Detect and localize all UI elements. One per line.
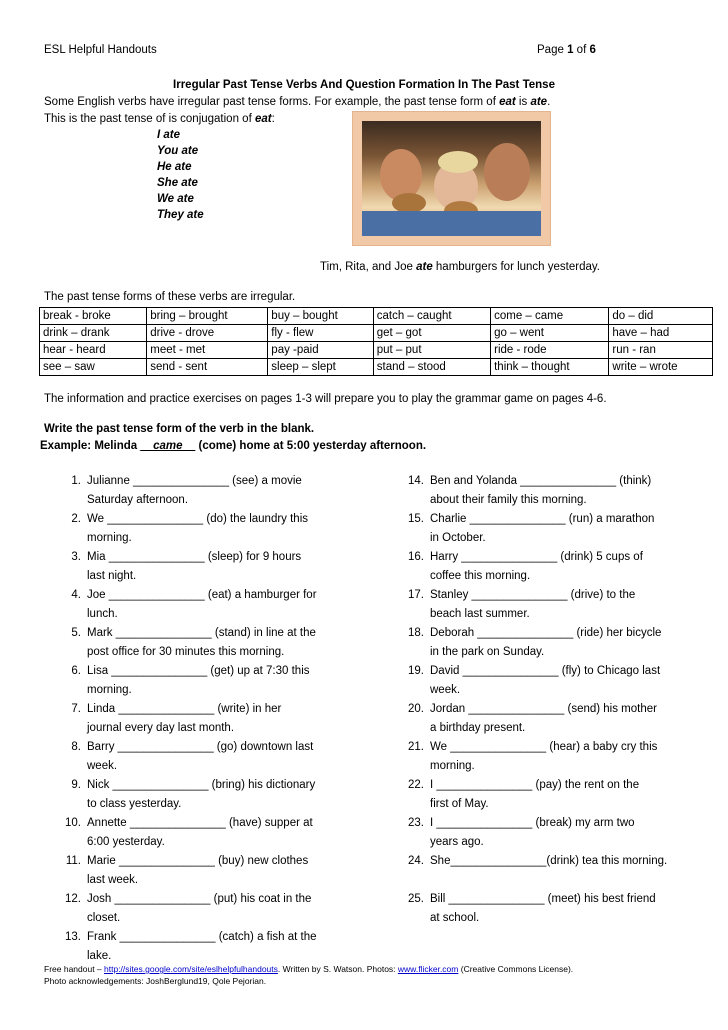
caption-verb: ate bbox=[416, 261, 433, 273]
exercise-item bbox=[57, 510, 317, 548]
exercise-text: Joe _______________ (eat) a hamburger for bbox=[87, 589, 317, 601]
exercise-text: Lisa _______________ (get) up at 7:30 this bbox=[87, 665, 310, 677]
exercise-text-continued: at school. bbox=[430, 912, 480, 924]
exercise-text: Barry _______________ (go) downtown last bbox=[87, 741, 314, 753]
exercise-item bbox=[400, 700, 667, 738]
exercise-number: 15. bbox=[408, 513, 424, 525]
exercise-number: 8. bbox=[71, 741, 81, 753]
footer-line-1 bbox=[44, 964, 573, 974]
intro-text: . bbox=[547, 96, 551, 108]
verb-table-cell: do – did bbox=[609, 308, 713, 325]
exercise-number: 17. bbox=[408, 589, 424, 601]
table-intro: The past tense forms of these verbs are irregular. bbox=[44, 291, 296, 303]
exercise-text-continued: morning. bbox=[87, 532, 132, 544]
exercise-text-continued: in October. bbox=[430, 532, 486, 544]
exercise-text: Stanley _______________ (drive) to the bbox=[430, 589, 636, 601]
exercise-text-continued: last week. bbox=[87, 874, 139, 886]
exercise-number: 9. bbox=[71, 779, 81, 791]
exercise-text: Mark _______________ (stand) in line at the bbox=[87, 627, 316, 639]
exercise-item bbox=[57, 624, 317, 662]
exercise-number: 18. bbox=[408, 627, 424, 639]
exercise-item bbox=[400, 814, 667, 852]
verb-table-cell: drink – drank bbox=[40, 325, 147, 342]
exercise-item bbox=[400, 738, 667, 776]
photo-caption bbox=[320, 261, 600, 273]
exercise-item bbox=[400, 662, 667, 700]
verb-table-row bbox=[40, 308, 713, 325]
exercise-text: I _______________ (break) my arm two bbox=[430, 817, 635, 829]
exercise-item bbox=[400, 890, 667, 928]
exercise-item bbox=[400, 510, 667, 548]
exercise-column-left bbox=[57, 472, 317, 966]
verb-table-cell: see – saw bbox=[40, 359, 147, 376]
verb-table-cell: meet - met bbox=[147, 342, 268, 359]
exercise-text-continued: first of May. bbox=[430, 798, 489, 810]
exercise-text: Linda _______________ (write) in her bbox=[87, 703, 282, 715]
exercise-number: 13. bbox=[65, 931, 81, 943]
intro-verb: eat bbox=[254, 113, 272, 125]
verb-table-cell: break - broke bbox=[40, 308, 147, 325]
exercise-text-continued: week. bbox=[430, 684, 461, 696]
footer-text: Free handout – bbox=[44, 964, 105, 974]
photo-frame bbox=[352, 111, 551, 246]
verb-table-cell: catch – caught bbox=[373, 308, 490, 325]
exercise-text-continued bbox=[430, 871, 433, 890]
intro-past-verb: ate bbox=[530, 96, 548, 108]
exercise-text: Deborah _______________ (ride) her bicycle bbox=[430, 627, 662, 639]
exercise-text-continued: in the park on Sunday. bbox=[430, 646, 545, 658]
exercise-column-right bbox=[400, 472, 667, 928]
conjugation-item: We ate bbox=[157, 193, 194, 205]
exercise-text-continued: morning. bbox=[87, 684, 132, 696]
footer-text: . Written by S. Watson. Photos: bbox=[277, 964, 398, 974]
exercise-text: Annette _______________ (have) supper at bbox=[87, 817, 313, 829]
exercise-number: 2. bbox=[71, 513, 81, 525]
exercise-text: Mia _______________ (sleep) for 9 hours bbox=[87, 551, 302, 563]
exercise-item bbox=[57, 662, 317, 700]
exercise-item bbox=[400, 586, 667, 624]
page-prefix: Page bbox=[537, 44, 564, 56]
exercise-item bbox=[400, 548, 667, 586]
conjugation-item: He ate bbox=[157, 161, 192, 173]
exercise-text-continued: beach last summer. bbox=[430, 608, 530, 620]
exercise-number: 20. bbox=[408, 703, 424, 715]
exercise-text-continued: a birthday present. bbox=[430, 722, 526, 734]
verb-table-cell: pay -paid bbox=[268, 342, 373, 359]
example-answer: __came__ bbox=[140, 440, 196, 452]
exercise-item bbox=[57, 890, 317, 928]
exercise-number: 23. bbox=[408, 817, 424, 829]
exercise-text-continued: years ago. bbox=[430, 836, 484, 848]
verb-table-cell: come – came bbox=[491, 308, 609, 325]
exercise-number: 4. bbox=[71, 589, 81, 601]
exercise-item bbox=[57, 776, 317, 814]
example-text: (come) home at 5:00 yesterday afternoon. bbox=[195, 440, 427, 452]
exercise-number: 12. bbox=[65, 893, 81, 905]
exercise-text-continued: lake. bbox=[87, 950, 112, 962]
exercise-text-continued: post office for 30 minutes this morning. bbox=[87, 646, 285, 658]
verb-table-row bbox=[40, 342, 713, 359]
verb-table-cell: get – got bbox=[373, 325, 490, 342]
exercise-number: 6. bbox=[71, 665, 81, 677]
exercise-item bbox=[57, 814, 317, 852]
exercise-text: Josh _______________ (put) his coat in the bbox=[87, 893, 312, 905]
irregular-verb-table bbox=[39, 307, 713, 376]
caption-text: Tim, Rita, and Joe bbox=[320, 261, 417, 273]
verb-table-cell: have – had bbox=[609, 325, 713, 342]
exercise-text-continued: Saturday afternoon. bbox=[87, 494, 189, 506]
intro-line-2 bbox=[44, 113, 275, 125]
exercise-text-continued: lunch. bbox=[87, 608, 118, 620]
exercise-number: 5. bbox=[71, 627, 81, 639]
exercise-item bbox=[57, 700, 317, 738]
exercise-number: 3. bbox=[71, 551, 81, 563]
exercise-text-continued: to class yesterday. bbox=[87, 798, 182, 810]
caption-text: hamburgers for lunch yesterday. bbox=[432, 261, 600, 273]
exercise-item bbox=[400, 624, 667, 662]
page-total: 6 bbox=[589, 44, 596, 56]
exercise-number: 25. bbox=[408, 893, 424, 905]
verb-table-cell: write – wrote bbox=[609, 359, 713, 376]
exercise-number: 7. bbox=[71, 703, 81, 715]
exercise-item bbox=[57, 548, 317, 586]
verb-table-cell: stand – stood bbox=[373, 359, 490, 376]
exercise-number: 21. bbox=[408, 741, 424, 753]
verb-table-cell: fly - flew bbox=[268, 325, 373, 342]
header-page-indicator bbox=[537, 44, 596, 56]
exercise-text: We _______________ (do) the laundry this bbox=[87, 513, 309, 525]
exercise-item bbox=[400, 852, 667, 890]
verb-table-cell: ride - rode bbox=[491, 342, 609, 359]
exercise-number: 10. bbox=[65, 817, 81, 829]
conjugation-item: I ate bbox=[157, 129, 181, 141]
intro-text: Some English verbs have irregular past tense forms. For example, the past tense form of bbox=[44, 96, 500, 108]
exercise-text-continued: journal every day last month. bbox=[87, 722, 235, 734]
verb-table-row bbox=[40, 359, 713, 376]
footer-photo-link[interactable]: www.flicker.com bbox=[397, 964, 459, 974]
exercise-text: Harry _______________ (drink) 5 cups of bbox=[430, 551, 643, 563]
verb-table-row bbox=[40, 325, 713, 342]
page-of: of bbox=[576, 44, 587, 56]
intro-text: : bbox=[271, 113, 275, 125]
verb-table-cell: sleep – slept bbox=[268, 359, 373, 376]
exercise-text: Frank _______________ (catch) a fish at the bbox=[87, 931, 317, 943]
example-text: Example: Melinda bbox=[40, 440, 141, 452]
exercise-text-continued: week. bbox=[87, 760, 118, 772]
instructions: Write the past tense form of the verb in the blank. bbox=[44, 423, 315, 435]
verb-table-cell: send - sent bbox=[147, 359, 268, 376]
exercise-text: Ben and Yolanda _______________ (think) bbox=[430, 475, 652, 487]
intro-text: is bbox=[515, 96, 531, 108]
verb-table-cell: bring – brought bbox=[147, 308, 268, 325]
exercise-item bbox=[57, 472, 317, 510]
verb-table-cell: go – went bbox=[491, 325, 609, 342]
exercise-text: David _______________ (fly) to Chicago last bbox=[430, 665, 661, 677]
exercise-number: 19. bbox=[408, 665, 424, 677]
intro-text: This is the past tense of is conjugation of bbox=[44, 113, 255, 125]
exercise-text: Charlie _______________ (run) a marathon bbox=[430, 513, 655, 525]
header-site-name: ESL Helpful Handouts bbox=[44, 44, 157, 56]
exercise-text-continued: morning. bbox=[430, 760, 475, 772]
footer-site-link[interactable]: http://sites.google.com/site/eslhelpfulhandouts bbox=[104, 964, 278, 974]
verb-table-cell: think – thought bbox=[491, 359, 609, 376]
exercise-number: 16. bbox=[408, 551, 424, 563]
page-title: Irregular Past Tense Verbs And Question Formation In The Past Tense bbox=[173, 79, 555, 91]
exercise-text-continued: 6:00 yesterday. bbox=[87, 836, 165, 848]
verb-table-cell: hear - heard bbox=[40, 342, 147, 359]
exercise-text-continued: coffee this morning. bbox=[430, 570, 531, 582]
exercise-item bbox=[57, 852, 317, 890]
exercise-number: 1. bbox=[71, 475, 81, 487]
verb-table-cell: buy – bought bbox=[268, 308, 373, 325]
exercise-text: Bill _______________ (meet) his best friend bbox=[430, 893, 656, 905]
exercise-text: Nick _______________ (bring) his dictionary bbox=[87, 779, 316, 791]
hamburger-photo bbox=[362, 121, 541, 236]
exercise-number: 14. bbox=[408, 475, 424, 487]
conjugation-list bbox=[157, 127, 204, 223]
verb-table-cell: put – put bbox=[373, 342, 490, 359]
intro-line-1 bbox=[44, 96, 550, 108]
intro-verb: eat bbox=[499, 96, 516, 108]
exercise-number: 24. bbox=[408, 855, 424, 867]
exercise-item bbox=[57, 586, 317, 624]
page-number: 1 bbox=[567, 44, 574, 56]
exercise-text-continued: about their family this morning. bbox=[430, 494, 587, 506]
exercise-text-continued: closet. bbox=[87, 912, 121, 924]
footer-line-2: Photo acknowledgements: JoshBerglund19, Qole Pejorian. bbox=[44, 976, 267, 986]
exercise-item bbox=[400, 472, 667, 510]
footer-text: (Creative Commons License). bbox=[458, 964, 574, 974]
exercise-text: Marie _______________ (buy) new clothes bbox=[87, 855, 309, 867]
conjugation-item: You ate bbox=[157, 145, 199, 157]
example-line bbox=[40, 440, 426, 452]
exercise-item bbox=[57, 928, 317, 966]
exercise-text: Julianne _______________ (see) a movie bbox=[87, 475, 302, 487]
exercise-text: Jordan _______________ (send) his mother bbox=[430, 703, 657, 715]
exercise-number: 11. bbox=[65, 855, 81, 867]
conjugation-item: She ate bbox=[157, 177, 198, 189]
exercise-number: 22. bbox=[408, 779, 424, 791]
info-line: The information and practice exercises on pages 1-3 will prepare you to play the grammar game on pages 4-6. bbox=[44, 393, 607, 405]
verb-table-cell: drive - drove bbox=[147, 325, 268, 342]
exercise-text: She_______________(drink) tea this morning. bbox=[430, 855, 668, 867]
conjugation-item: They ate bbox=[157, 209, 204, 221]
exercise-text-continued: last night. bbox=[87, 570, 137, 582]
exercise-item bbox=[400, 776, 667, 814]
verb-table-cell: run - ran bbox=[609, 342, 713, 359]
exercise-text: We _______________ (hear) a baby cry this bbox=[430, 741, 658, 753]
exercise-text: I _______________ (pay) the rent on the bbox=[430, 779, 640, 791]
exercise-item bbox=[57, 738, 317, 776]
